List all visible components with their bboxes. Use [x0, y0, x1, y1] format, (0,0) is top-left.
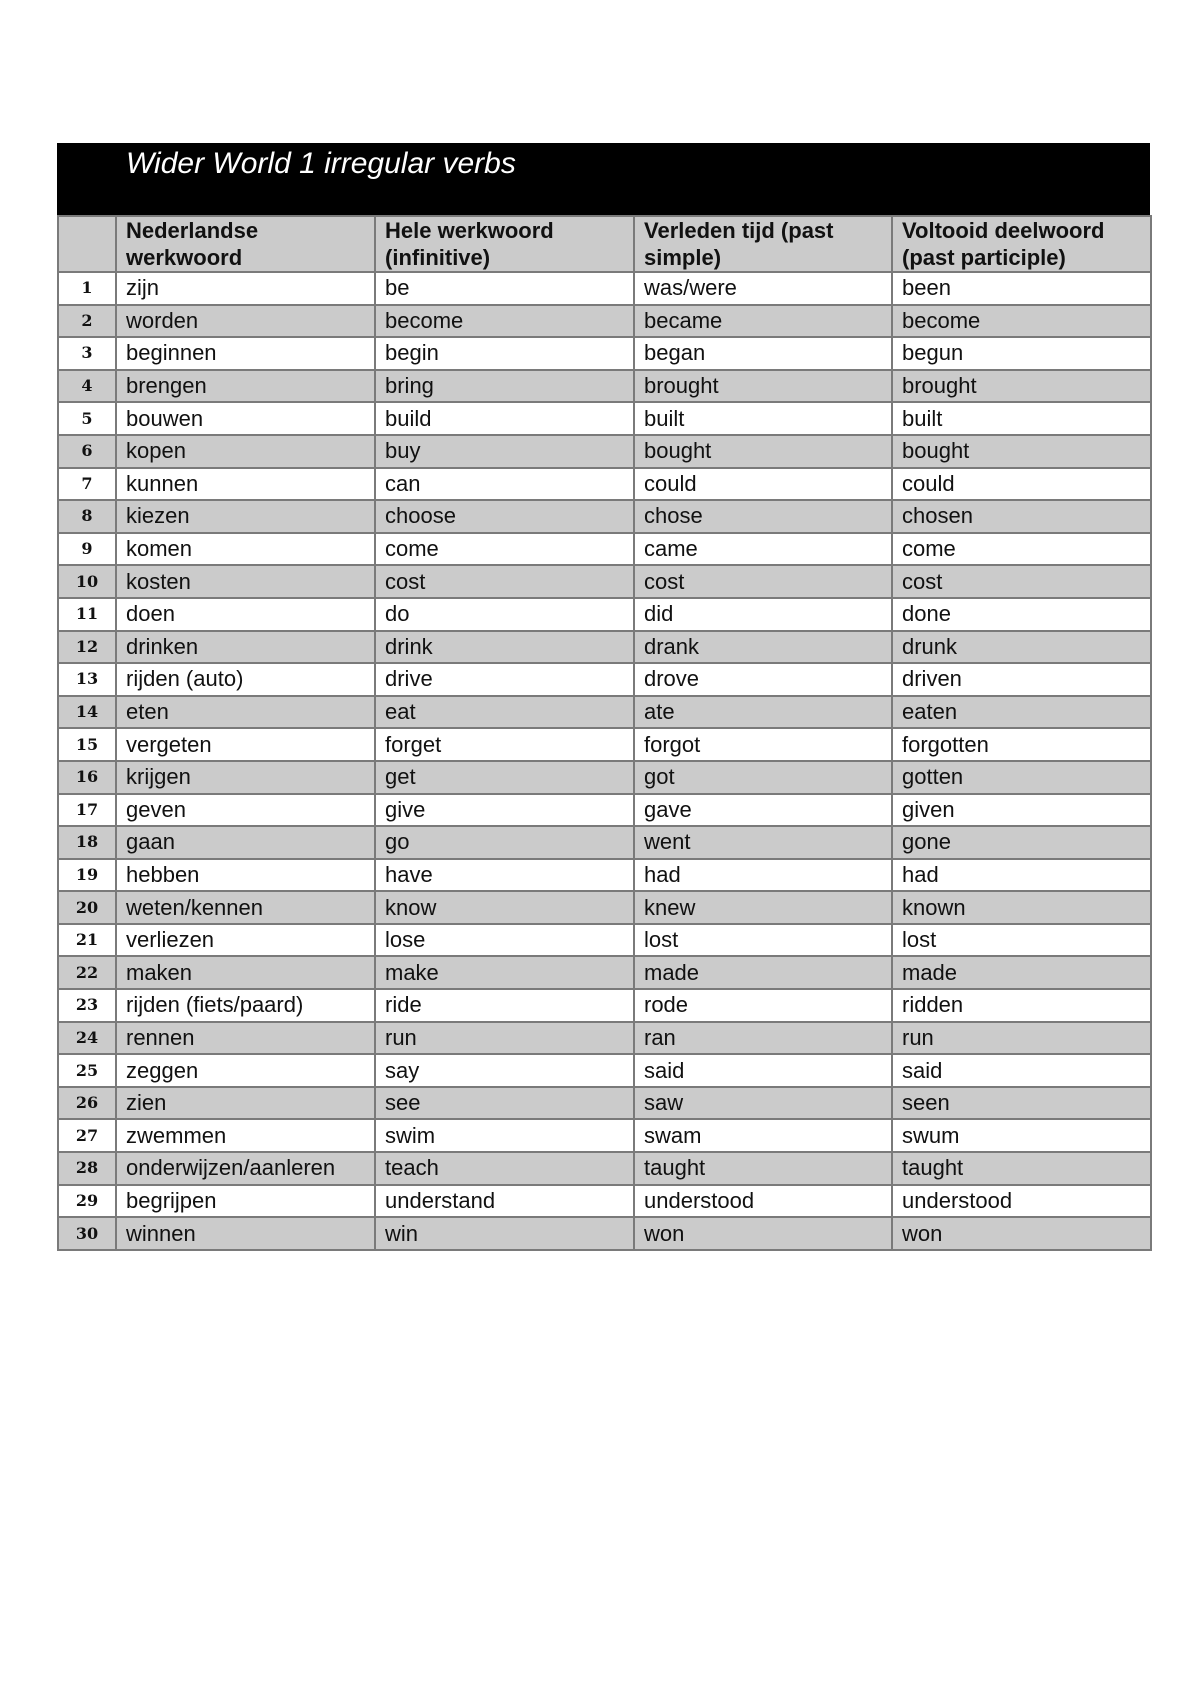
- table-row: [58, 533, 1151, 566]
- table-row: [58, 1217, 1151, 1250]
- table-row: [58, 1152, 1151, 1185]
- table-row: [58, 598, 1151, 631]
- cell-past-simple: chose: [634, 500, 892, 533]
- cell-infinitive: be: [375, 272, 634, 305]
- table-row: [58, 1185, 1151, 1218]
- table-row: [58, 859, 1151, 892]
- row-number: 9: [58, 533, 116, 566]
- cell-past-participle: begun: [892, 337, 1151, 370]
- cell-infinitive: begin: [375, 337, 634, 370]
- table-row: [58, 272, 1151, 305]
- cell-past-simple: gave: [634, 794, 892, 827]
- row-number: 15: [58, 728, 116, 761]
- cell-dutch: onderwijzen/aanleren: [116, 1152, 375, 1185]
- cell-infinitive: lose: [375, 924, 634, 957]
- table-row: [58, 924, 1151, 957]
- row-number: 14: [58, 696, 116, 729]
- cell-infinitive: come: [375, 533, 634, 566]
- cell-past-simple: became: [634, 305, 892, 338]
- table-row: [58, 337, 1151, 370]
- cell-dutch: brengen: [116, 370, 375, 403]
- cell-infinitive: choose: [375, 500, 634, 533]
- row-number: 1: [58, 272, 116, 305]
- row-number: 18: [58, 826, 116, 859]
- cell-dutch: zijn: [116, 272, 375, 305]
- cell-past-participle: cost: [892, 565, 1151, 598]
- cell-past-participle: eaten: [892, 696, 1151, 729]
- cell-past-participle: bought: [892, 435, 1151, 468]
- cell-past-participle: drunk: [892, 631, 1151, 664]
- table-row: [58, 891, 1151, 924]
- cell-past-simple: could: [634, 468, 892, 501]
- cell-past-simple: forgot: [634, 728, 892, 761]
- cell-past-participle: come: [892, 533, 1151, 566]
- cell-dutch: komen: [116, 533, 375, 566]
- row-number: 13: [58, 663, 116, 696]
- cell-past-participle: built: [892, 402, 1151, 435]
- cell-past-simple: drove: [634, 663, 892, 696]
- cell-dutch: vergeten: [116, 728, 375, 761]
- cell-infinitive: make: [375, 956, 634, 989]
- table-row: [58, 631, 1151, 664]
- cell-dutch: doen: [116, 598, 375, 631]
- cell-infinitive: say: [375, 1054, 634, 1087]
- cell-past-simple: made: [634, 956, 892, 989]
- row-number: 21: [58, 924, 116, 957]
- cell-dutch: rijden (fiets/paard): [116, 989, 375, 1022]
- table-row: [58, 370, 1151, 403]
- table-row: [58, 663, 1151, 696]
- cell-dutch: verliezen: [116, 924, 375, 957]
- document-title: Wider World 1 irregular verbs: [126, 147, 516, 180]
- cell-infinitive: swim: [375, 1119, 634, 1152]
- cell-past-simple: knew: [634, 891, 892, 924]
- header-number: [58, 216, 116, 272]
- table-row: [58, 696, 1151, 729]
- table-row: [58, 1022, 1151, 1055]
- cell-infinitive: run: [375, 1022, 634, 1055]
- row-number: 30: [58, 1217, 116, 1250]
- row-number: 17: [58, 794, 116, 827]
- cell-dutch: hebben: [116, 859, 375, 892]
- header-past-participle: Voltooid deelwoord (past participle): [892, 216, 1151, 272]
- row-number: 24: [58, 1022, 116, 1055]
- cell-past-participle: given: [892, 794, 1151, 827]
- cell-past-participle: understood: [892, 1185, 1151, 1218]
- table-row: [58, 761, 1151, 794]
- cell-dutch: kosten: [116, 565, 375, 598]
- cell-dutch: kiezen: [116, 500, 375, 533]
- verb-sheet: [57, 143, 1150, 1251]
- header-infinitive: Hele werkwoord (infinitive): [375, 216, 634, 272]
- cell-dutch: kunnen: [116, 468, 375, 501]
- cell-dutch: geven: [116, 794, 375, 827]
- cell-dutch: gaan: [116, 826, 375, 859]
- cell-past-simple: said: [634, 1054, 892, 1087]
- cell-infinitive: go: [375, 826, 634, 859]
- cell-past-participle: could: [892, 468, 1151, 501]
- table-row: [58, 794, 1151, 827]
- cell-dutch: kopen: [116, 435, 375, 468]
- cell-past-participle: run: [892, 1022, 1151, 1055]
- cell-past-participle: ridden: [892, 989, 1151, 1022]
- cell-infinitive: have: [375, 859, 634, 892]
- row-number: 22: [58, 956, 116, 989]
- header-row: [58, 216, 1151, 272]
- cell-past-simple: ran: [634, 1022, 892, 1055]
- cell-infinitive: cost: [375, 565, 634, 598]
- table-row: [58, 728, 1151, 761]
- cell-dutch: rijden (auto): [116, 663, 375, 696]
- cell-past-participle: won: [892, 1217, 1151, 1250]
- cell-past-participle: been: [892, 272, 1151, 305]
- cell-infinitive: teach: [375, 1152, 634, 1185]
- cell-infinitive: eat: [375, 696, 634, 729]
- row-number: 23: [58, 989, 116, 1022]
- row-number: 26: [58, 1087, 116, 1120]
- cell-dutch: krijgen: [116, 761, 375, 794]
- cell-past-simple: was/were: [634, 272, 892, 305]
- table-row: [58, 468, 1151, 501]
- table-row: [58, 402, 1151, 435]
- cell-past-participle: done: [892, 598, 1151, 631]
- cell-past-participle: seen: [892, 1087, 1151, 1120]
- cell-infinitive: get: [375, 761, 634, 794]
- cell-past-simple: swam: [634, 1119, 892, 1152]
- cell-infinitive: buy: [375, 435, 634, 468]
- cell-dutch: zwemmen: [116, 1119, 375, 1152]
- cell-past-participle: gotten: [892, 761, 1151, 794]
- cell-past-participle: taught: [892, 1152, 1151, 1185]
- cell-past-participle: known: [892, 891, 1151, 924]
- cell-dutch: worden: [116, 305, 375, 338]
- cell-past-simple: understood: [634, 1185, 892, 1218]
- row-number: 16: [58, 761, 116, 794]
- cell-past-simple: got: [634, 761, 892, 794]
- row-number: 11: [58, 598, 116, 631]
- cell-past-simple: began: [634, 337, 892, 370]
- cell-past-participle: driven: [892, 663, 1151, 696]
- cell-past-simple: won: [634, 1217, 892, 1250]
- row-number: 25: [58, 1054, 116, 1087]
- table-row: [58, 1087, 1151, 1120]
- row-number: 19: [58, 859, 116, 892]
- table-row: [58, 305, 1151, 338]
- cell-infinitive: understand: [375, 1185, 634, 1218]
- row-number: 3: [58, 337, 116, 370]
- cell-past-participle: swum: [892, 1119, 1151, 1152]
- row-number: 2: [58, 305, 116, 338]
- cell-past-participle: said: [892, 1054, 1151, 1087]
- row-number: 20: [58, 891, 116, 924]
- cell-past-participle: forgotten: [892, 728, 1151, 761]
- table-row: [58, 1119, 1151, 1152]
- verb-rows: [58, 272, 1151, 1250]
- cell-past-participle: made: [892, 956, 1151, 989]
- cell-dutch: rennen: [116, 1022, 375, 1055]
- row-number: 10: [58, 565, 116, 598]
- row-number: 7: [58, 468, 116, 501]
- cell-dutch: eten: [116, 696, 375, 729]
- table-row: [58, 1054, 1151, 1087]
- cell-past-participle: gone: [892, 826, 1151, 859]
- cell-infinitive: win: [375, 1217, 634, 1250]
- cell-past-simple: did: [634, 598, 892, 631]
- cell-dutch: beginnen: [116, 337, 375, 370]
- cell-past-simple: bought: [634, 435, 892, 468]
- cell-past-simple: ate: [634, 696, 892, 729]
- cell-dutch: zeggen: [116, 1054, 375, 1087]
- cell-past-simple: rode: [634, 989, 892, 1022]
- cell-dutch: bouwen: [116, 402, 375, 435]
- row-number: 29: [58, 1185, 116, 1218]
- header-past-simple: Verleden tijd (past simple): [634, 216, 892, 272]
- table-row: [58, 435, 1151, 468]
- header-dutch: Nederlandse werkwoord: [116, 216, 375, 272]
- cell-dutch: weten/kennen: [116, 891, 375, 924]
- cell-past-simple: saw: [634, 1087, 892, 1120]
- cell-infinitive: can: [375, 468, 634, 501]
- row-number: 6: [58, 435, 116, 468]
- verbs-table: [57, 215, 1152, 1251]
- cell-past-simple: had: [634, 859, 892, 892]
- cell-infinitive: build: [375, 402, 634, 435]
- cell-past-participle: become: [892, 305, 1151, 338]
- cell-dutch: maken: [116, 956, 375, 989]
- cell-infinitive: do: [375, 598, 634, 631]
- cell-past-participle: chosen: [892, 500, 1151, 533]
- row-number: 4: [58, 370, 116, 403]
- cell-infinitive: drink: [375, 631, 634, 664]
- cell-past-simple: lost: [634, 924, 892, 957]
- cell-infinitive: give: [375, 794, 634, 827]
- cell-infinitive: drive: [375, 663, 634, 696]
- cell-past-participle: brought: [892, 370, 1151, 403]
- cell-past-simple: cost: [634, 565, 892, 598]
- row-number: 27: [58, 1119, 116, 1152]
- cell-past-simple: went: [634, 826, 892, 859]
- table-row: [58, 500, 1151, 533]
- cell-infinitive: forget: [375, 728, 634, 761]
- cell-dutch: drinken: [116, 631, 375, 664]
- cell-infinitive: see: [375, 1087, 634, 1120]
- cell-past-simple: taught: [634, 1152, 892, 1185]
- title-bar: [57, 143, 1150, 215]
- cell-past-simple: brought: [634, 370, 892, 403]
- cell-dutch: begrijpen: [116, 1185, 375, 1218]
- row-number: 12: [58, 631, 116, 664]
- table-row: [58, 956, 1151, 989]
- cell-past-participle: had: [892, 859, 1151, 892]
- row-number: 28: [58, 1152, 116, 1185]
- cell-infinitive: know: [375, 891, 634, 924]
- cell-past-simple: built: [634, 402, 892, 435]
- table-row: [58, 826, 1151, 859]
- cell-dutch: zien: [116, 1087, 375, 1120]
- row-number: 5: [58, 402, 116, 435]
- row-number: 8: [58, 500, 116, 533]
- cell-infinitive: become: [375, 305, 634, 338]
- cell-past-participle: lost: [892, 924, 1151, 957]
- cell-infinitive: ride: [375, 989, 634, 1022]
- cell-past-simple: came: [634, 533, 892, 566]
- cell-past-simple: drank: [634, 631, 892, 664]
- cell-infinitive: bring: [375, 370, 634, 403]
- cell-dutch: winnen: [116, 1217, 375, 1250]
- table-row: [58, 565, 1151, 598]
- table-row: [58, 989, 1151, 1022]
